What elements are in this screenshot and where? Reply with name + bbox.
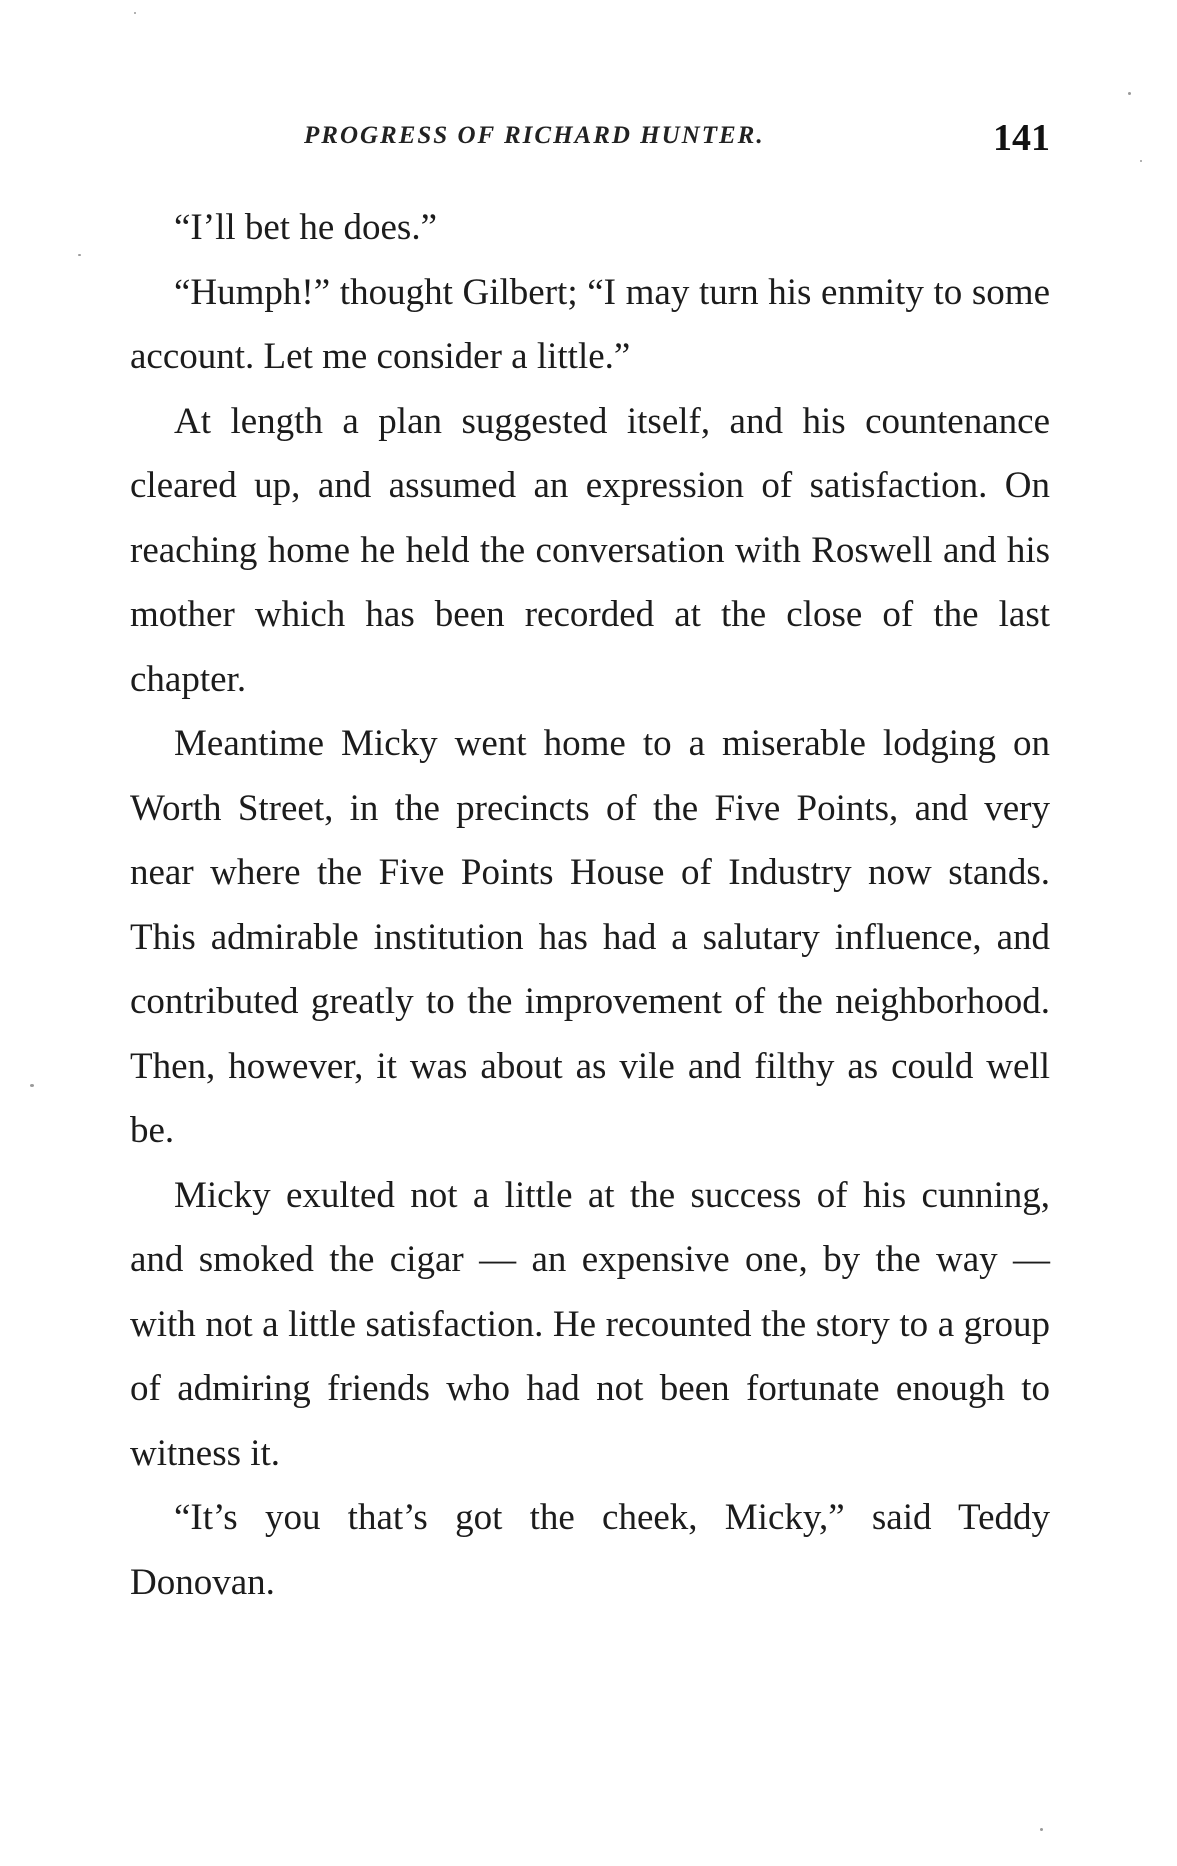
paragraph: Micky exulted not a little at the success of his cunning, and smoked the cigar — an expensive one, by the way — with not a little satisfaction. He recounted the story to a group of admiring friends who had not been fortunate enough to witness it.	[130, 1174, 1050, 1474]
scan-speck	[78, 254, 81, 256]
paragraph: “Humph!” thought Gilbert; “I may turn his enmity to some account. Let me consider a little.”	[130, 271, 1050, 377]
paragraph: “It’s you that’s got the cheek, Micky,” said Teddy Donovan.	[130, 1497, 1050, 1603]
scan-speck	[1140, 160, 1142, 162]
running-title: PROGRESS OF RICHARD HUNTER.	[304, 122, 765, 149]
scan-speck	[1040, 1828, 1043, 1831]
scan-speck	[1128, 92, 1131, 95]
paragraph: Meantime Micky went home to a miserable lodging on Worth Street, in the precincts of the Five Points, and very near where the Five Points House of Industry now stands. This admirable institution has had a salutary influence, and contributed greatly to the improvement of the neighborhood. Then, however, it was about as vile and filthy as could well be.	[130, 723, 1050, 1151]
scan-speck	[134, 12, 136, 14]
paragraph: “I’ll bet he does.”	[174, 207, 437, 248]
page-number: 141	[993, 117, 1050, 159]
running-header	[130, 118, 1050, 158]
scan-speck	[30, 1084, 34, 1087]
paragraph: At length a plan suggested itself, and his countenance cleared up, and assumed an expression of satisfaction. On reaching home he held the conversation with Roswell and his mother which has been recorded at the close of the last chapter.	[130, 400, 1050, 700]
text-body	[130, 196, 1050, 1615]
